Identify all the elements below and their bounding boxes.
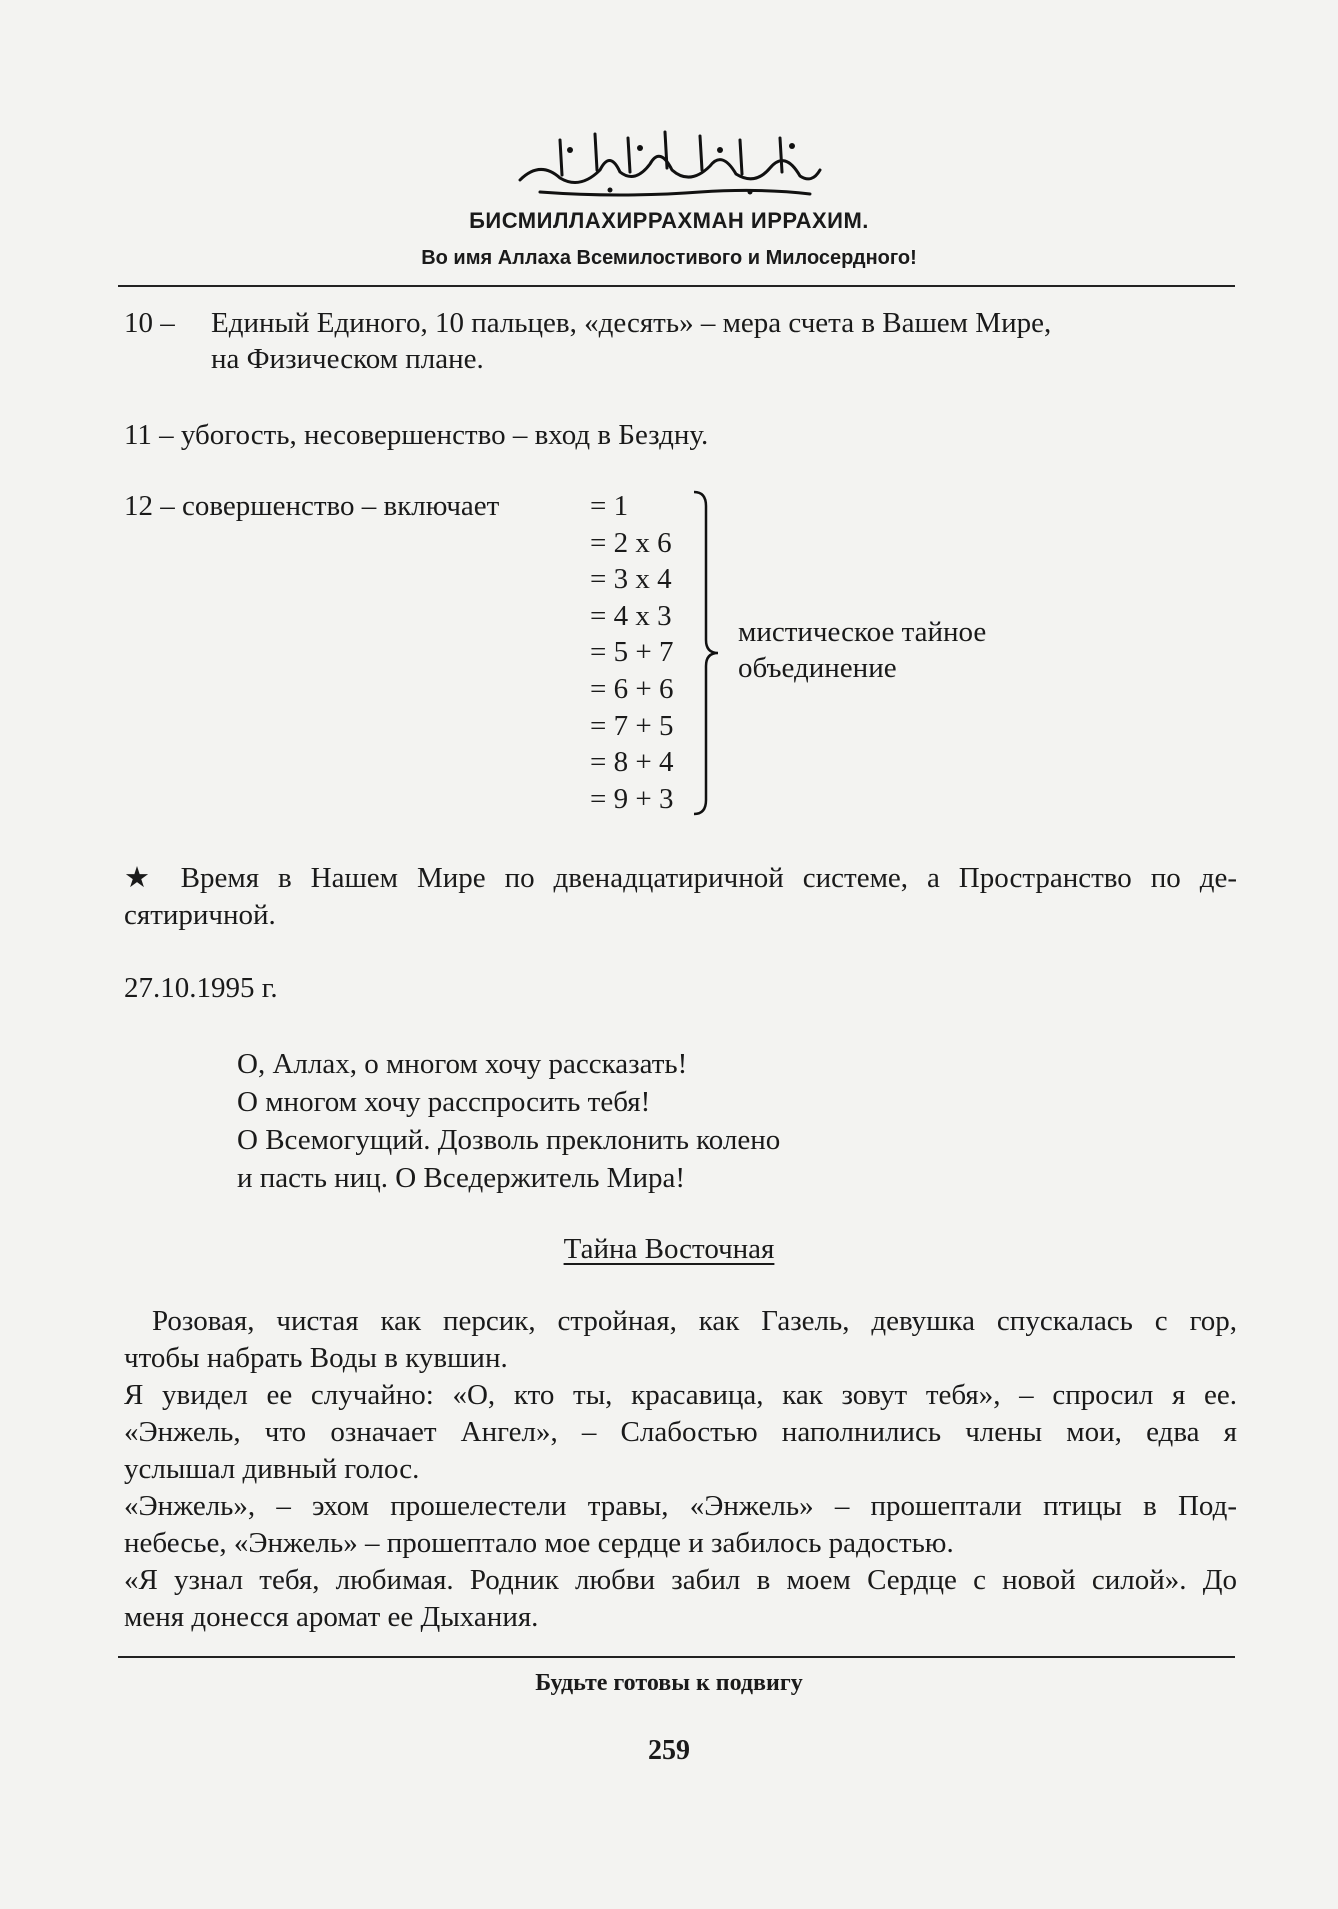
equation-row: = 8 + 4 <box>590 746 674 779</box>
equation-row: = 1 <box>590 490 629 522</box>
equation-row: = 4 x 3 <box>590 599 672 632</box>
story-line: небесье, «Энжель» – прошептало мое сердце и забилось радостью. <box>124 1527 954 1559</box>
item-10-number: 10 – <box>124 307 175 339</box>
running-footer: Будьте готовы к подвигу <box>535 1670 803 1696</box>
story-line: чтобы набрать Воды в кувшин. <box>124 1342 508 1374</box>
equation-row: = 2 x 6 <box>590 526 672 559</box>
poem-line: и пасть ниц. О Вседержитель Мира! <box>237 1162 685 1194</box>
equation-row: = 5 + 7 <box>590 636 674 669</box>
story-line: «Энжель, что означает Ангел», – Слабостью наполнились члены мои, едва я <box>124 1416 1237 1448</box>
basmala-subtitle: Во имя Аллаха Всемилостивого и Милосердного! <box>421 247 917 269</box>
poem-line: О, Аллах, о многом хочу рассказать! <box>237 1048 688 1080</box>
story-title: Тайна Восточная <box>563 1233 775 1265</box>
mystic-line2: объединение <box>738 652 897 684</box>
basmala-calligraphy <box>500 120 830 200</box>
mystic-line1: мистическое тайное <box>738 616 987 648</box>
item-12-label: 12 – совершенство – включает <box>124 490 500 522</box>
footer-divider <box>118 1656 1235 1658</box>
story-line: Я увидел ее случайно: «О, кто ты, красавица, как зовут тебя», – спросил я ее. <box>124 1379 1237 1411</box>
note-line1: ★ Время в Нашем Мире по двенадцатиричной системе, а Пространство по де- <box>124 862 1237 894</box>
date-line: 27.10.1995 г. <box>124 972 278 1004</box>
story-line: «Энжель», – эхом прошелестели травы, «Энжель» – прошептали птицы в Под- <box>124 1490 1237 1522</box>
poem-line: О многом хочу расспросить тебя! <box>237 1086 651 1118</box>
page-number: 259 <box>648 1735 690 1766</box>
item-10-line2: на Физическом плане. <box>211 343 484 375</box>
story-line: меня донесся аромат ее Дыхания. <box>124 1601 539 1633</box>
equation-row: = 7 + 5 <box>590 709 674 742</box>
right-brace <box>690 490 726 816</box>
poem-line: О Всемогущий. Дозволь преклонить колено <box>237 1124 781 1156</box>
story-line: услышал дивный голос. <box>124 1453 420 1485</box>
story-line: Розовая, чистая как персик, стройная, как Газель, девушка спускалась с гор, <box>152 1305 1237 1337</box>
item-11: 11 – убогость, несовершенство – вход в Бездну. <box>124 419 709 451</box>
equation-row: = 6 + 6 <box>590 673 674 705</box>
mystic-union-label <box>738 614 986 686</box>
basmala-title: БИСМИЛЛАХИРРАХМАН ИРРАХИМ. <box>469 208 869 233</box>
header-divider <box>118 285 1235 287</box>
story-line: «Я узнал тебя, любимая. Родник любви забил в моем Сердце с новой силой». До <box>124 1564 1237 1596</box>
poem <box>237 1045 780 1197</box>
note-line2: сятиричной. <box>124 899 276 931</box>
equation-row: = 9 + 3 <box>590 782 674 815</box>
item-10-line1: Единый Единого, 10 пальцев, «десять» – мера счета в Вашем Мире, <box>211 307 1052 339</box>
equation-row: = 3 x 4 <box>590 563 672 596</box>
